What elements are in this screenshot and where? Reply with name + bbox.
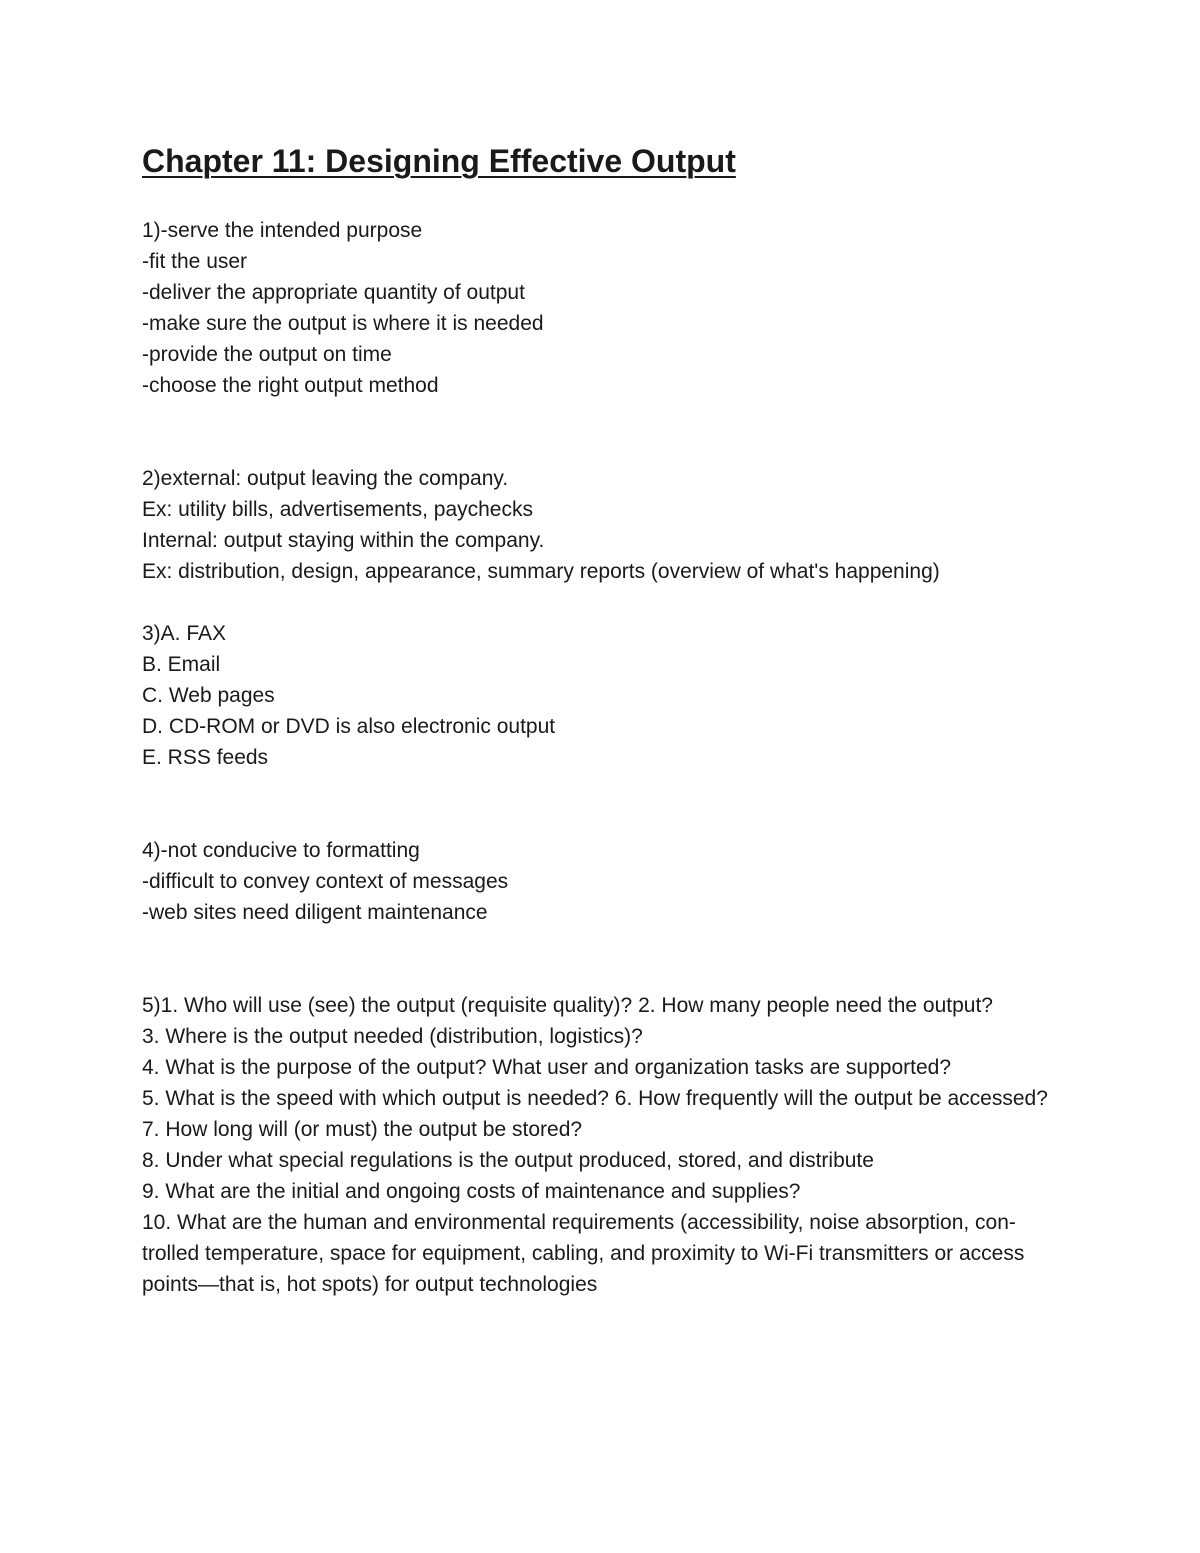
answer-2-section (142, 463, 1062, 587)
text-line: 5)1. Who will use (see) the output (requisite quality)? 2. How many people need the output? (142, 994, 993, 1017)
text-line: -provide the output on time (142, 343, 392, 366)
text-line: -choose the right output method (142, 374, 439, 397)
answer-4-section (142, 835, 1062, 928)
text-line: 2)external: output leaving the company. (142, 467, 509, 490)
text-line: -deliver the appropriate quantity of output (142, 281, 525, 304)
answer-5-section (142, 990, 1062, 1300)
text-line: 4. What is the purpose of the output? What user and organization tasks are supported? (142, 1056, 951, 1079)
section-spacer (142, 401, 1062, 463)
text-line: D. CD-ROM or DVD is also electronic output (142, 715, 556, 738)
text-line: Ex: distribution, design, appearance, summary reports (overview of what's happening) (142, 560, 940, 583)
text-line: 9. What are the initial and ongoing costs of maintenance and supplies? (142, 1180, 801, 1203)
text-line: 8. Under what special regulations is the output produced, stored, and distribute (142, 1149, 874, 1172)
text-line: C. Web pages (142, 684, 275, 707)
text-line: 1)-serve the intended purpose (142, 219, 423, 242)
answer-3-section (142, 618, 1062, 773)
page-title: Chapter 11: Designing Effective Output (142, 143, 736, 179)
section-spacer (142, 928, 1062, 990)
text-line: -web sites need diligent maintenance (142, 901, 488, 924)
text-line: 3. Where is the output needed (distribution, logistics)? (142, 1025, 643, 1048)
section-spacer (142, 587, 1062, 618)
text-line: 5. What is the speed with which output is needed? 6. How frequently will the output be accessed? (142, 1087, 1048, 1110)
text-line: -make sure the output is where it is needed (142, 312, 544, 335)
text-line: -fit the user (142, 250, 248, 273)
section-spacer (142, 773, 1062, 835)
text-line: 10. What are the human and environmental requirements (accessibility, noise absorption, con-trolled temperature, space for equipment, cabling, and proximity to Wi-Fi transmitters or access points—that is, hot spots) for output technologies (142, 1211, 1025, 1296)
text-line: E. RSS feeds (142, 746, 269, 769)
answer-1-section (142, 215, 1062, 401)
text-line: Ex: utility bills, advertisements, paychecks (142, 498, 533, 521)
text-line: 3)A. FAX (142, 622, 227, 645)
document-body (142, 215, 1062, 1300)
text-line: B. Email (142, 653, 221, 676)
text-line: 7. How long will (or must) the output be stored? (142, 1118, 583, 1141)
text-line: -difficult to convey context of messages (142, 870, 509, 893)
text-line: Internal: output staying within the company. (142, 529, 545, 552)
text-line: 4)-not conducive to formatting (142, 839, 420, 862)
